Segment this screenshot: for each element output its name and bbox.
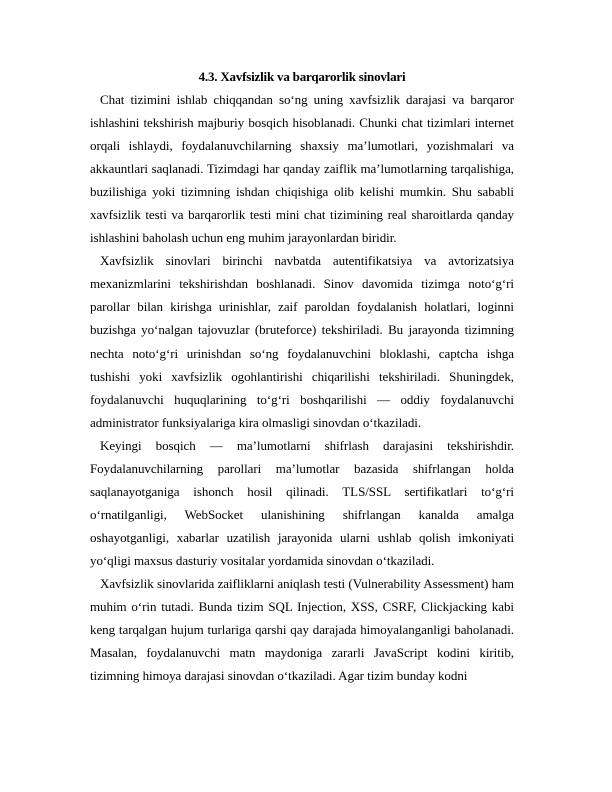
paragraph-2: Xavfsizlik sinovlari birinchi navbatda autentifikatsiya va avtorizatsiya mexanizmlarini tekshirishdan boshlanadi. Sinov davomida tizimga noto‘g‘ri parollar bilan kirishga urinishlar, zaif paroldan foydalanish holatlari, loginni buzishga yo‘nalgan tajovuzlar (bruteforce) tekshiriladi. Bu jarayonda tizimning nechta noto‘g‘ri urinishdan so‘ng foydalanuvchini bloklashi, captcha ishga tushishi yoki xavfsizlik ogohlantirishi chiqarilishi tekshiriladi. Shuningdek, foydalanuvchi huquqlarining to‘g‘ri boshqarilishi — oddiy foydalanuvchi administrator funksiyalariga kira olmasligi sinovdan o‘tkaziladi.	[90, 253, 514, 430]
paragraph-1: Chat tizimini ishlab chiqqandan so‘ng uning xavfsizlik darajasi va barqaror ishlashini tekshirish majburiy bosqich hisoblanadi. Chunki chat tizimlari internet orqali ishlaydi, foydalanuvchilarning shaxsiy ma’lumotlari, yozishmalari va akkauntlari saqlanadi. Tizimdagi har qanday zaiflik ma’lumotlarning tarqalishiga, buzilishiga yoki tizimning ishdan chiqishiga olib kelishi mumkin. Shu sababli xavfsizlik testi va barqarorlik testi mini chat tizimining real sharoitlarda qanday ishlashini baholash uchun eng muhim jarayonlardan biridir.	[90, 92, 514, 246]
document-page	[90, 66, 514, 687]
section-heading: 4.3. Xavfsizlik va barqarorlik sinovlari	[198, 69, 406, 84]
paragraph-4: Xavfsizlik sinovlarida zaifliklarni aniqlash testi (Vulnerability Assessment) ham muhim o‘rin tutadi. Bunda tizim SQL Injection, XSS, CSRF, Clickjacking kabi keng tarqalgan hujum turlariga qarshi qay darajada himoyalanganligi baholanadi. Masalan, foydalanuvchi matn maydoniga zararli JavaScript kodini kiritib, tizimning himoya darajasi sinovdan o‘tkaziladi. Agar tizim bunday kodni	[90, 575, 514, 684]
paragraph-3: Keyingi bosqich — ma’lumotlarni shifrlash darajasini tekshirishdir. Foydalanuvchilarning parollari ma’lumotlar bazasida shifrlangan holda saqlanayotganiga ishonch hosil qilinadi. TLS/SSL sertifikatlari to‘g‘ri o‘rnatilganligi, WebSocket ulanishining shifrlangan kanalda amalga oshayotganligi, xabarlar uzatilish jarayonida ularni ushlab qolish imkoniyati yo‘qligi maxsus dasturiy vositalar yordamida sinovdan o‘tkaziladi.	[90, 437, 514, 568]
